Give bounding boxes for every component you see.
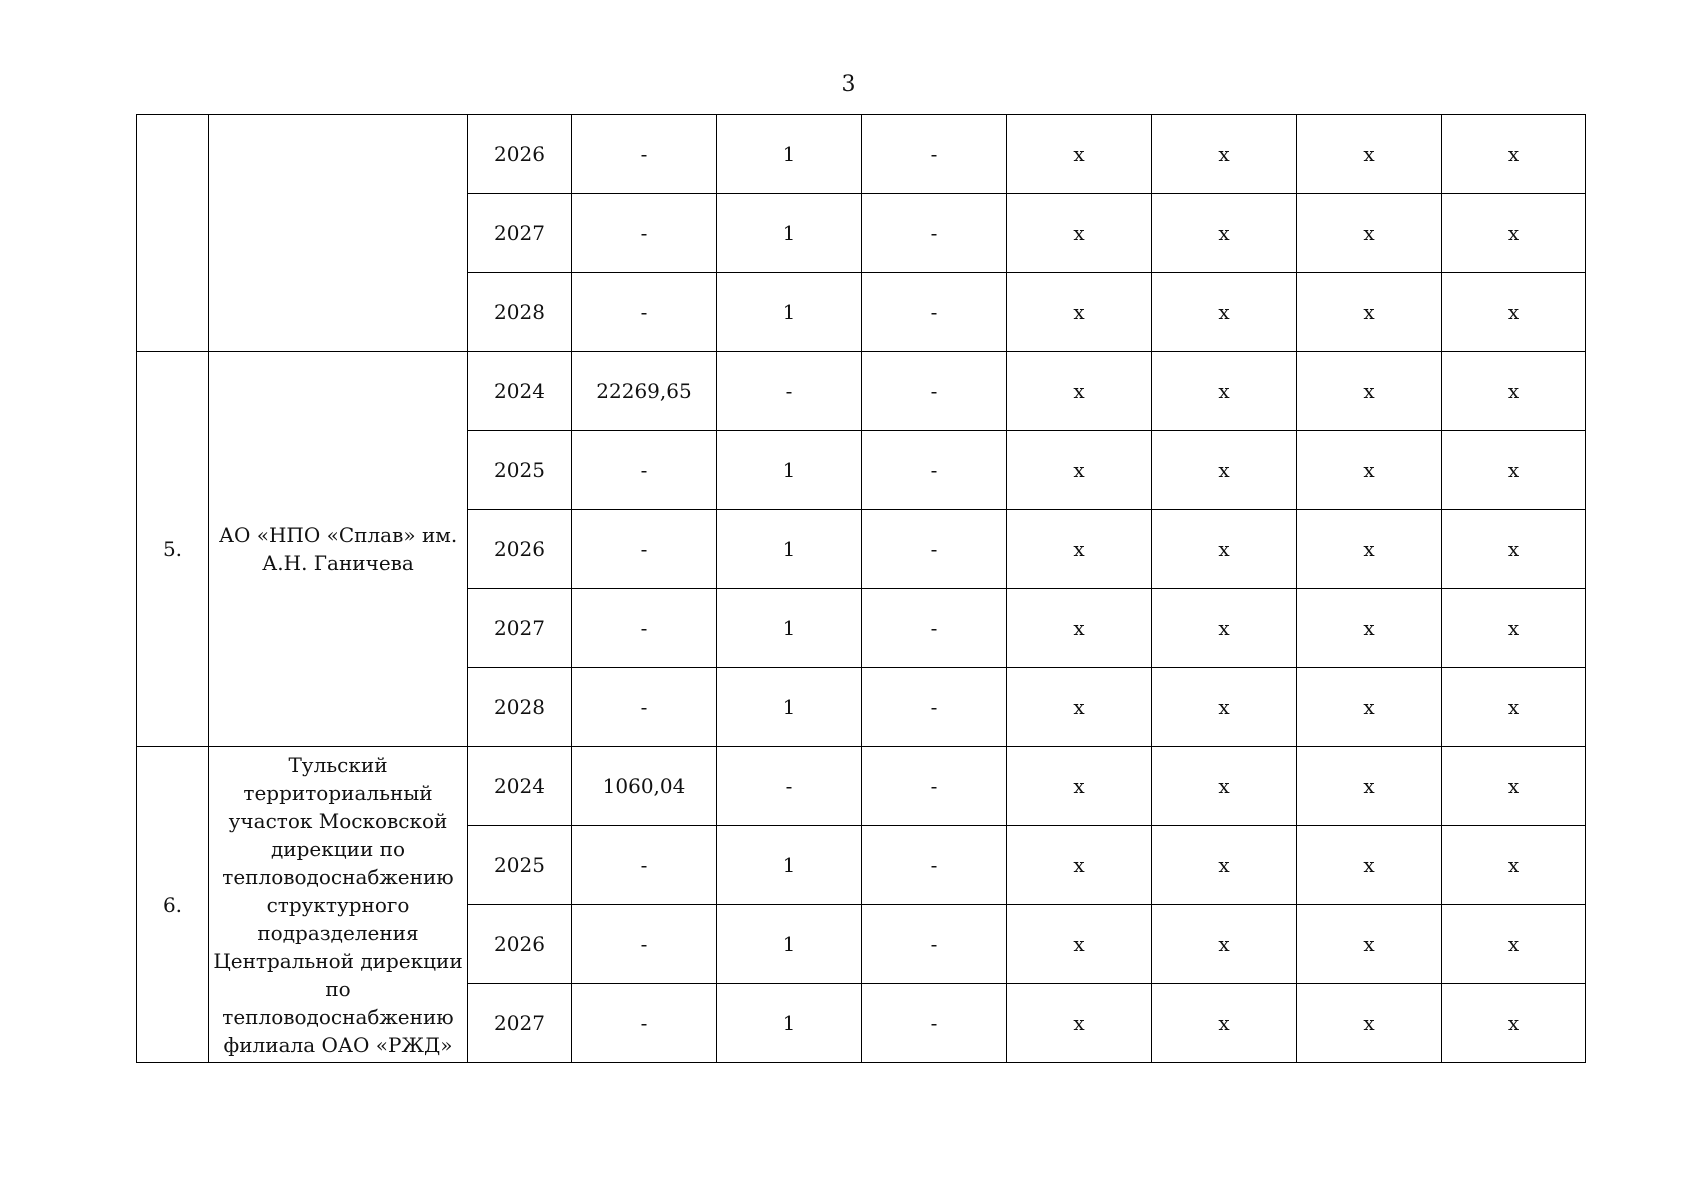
value-cell: х (1007, 115, 1152, 194)
value-cell: 1 (717, 589, 862, 668)
value-cell: х (1152, 352, 1297, 431)
value-cell: 1 (717, 273, 862, 352)
value-cell: х (1007, 905, 1152, 984)
row-number-cell: 6. (137, 747, 209, 1063)
value-cell: - (572, 115, 717, 194)
value-cell: х (1152, 115, 1297, 194)
value-cell: х (1297, 431, 1442, 510)
value-cell: х (1442, 115, 1586, 194)
value-cell: х (1442, 668, 1586, 747)
value-cell: 1 (717, 115, 862, 194)
value-cell: - (862, 668, 1007, 747)
year-cell: 2026 (468, 115, 572, 194)
table-row (137, 352, 1586, 431)
value-cell: х (1442, 826, 1586, 905)
value-cell: х (1297, 194, 1442, 273)
value-cell: - (572, 905, 717, 984)
value-cell: - (862, 431, 1007, 510)
value-cell: 1 (717, 984, 862, 1063)
row-number-cell: 5. (137, 352, 209, 747)
value-cell: х (1442, 273, 1586, 352)
value-cell: - (572, 510, 717, 589)
value-cell: - (572, 826, 717, 905)
year-cell: 2025 (468, 431, 572, 510)
page-number: 3 (841, 72, 856, 97)
value-cell: 22269,65 (572, 352, 717, 431)
value-cell: х (1152, 273, 1297, 352)
year-cell: 2027 (468, 984, 572, 1063)
value-cell: - (862, 194, 1007, 273)
value-cell: - (862, 273, 1007, 352)
value-cell: - (862, 510, 1007, 589)
value-cell: х (1007, 510, 1152, 589)
value-cell: х (1007, 984, 1152, 1063)
year-cell: 2024 (468, 352, 572, 431)
value-cell: х (1152, 431, 1297, 510)
value-cell: 1 (717, 668, 862, 747)
year-cell: 2028 (468, 668, 572, 747)
year-cell: 2025 (468, 826, 572, 905)
value-cell: х (1007, 194, 1152, 273)
value-cell: 1 (717, 431, 862, 510)
value-cell: - (572, 431, 717, 510)
value-cell: 1060,04 (572, 747, 717, 826)
value-cell: х (1442, 984, 1586, 1063)
year-cell: 2028 (468, 273, 572, 352)
value-cell: х (1007, 668, 1152, 747)
value-cell: - (862, 747, 1007, 826)
organization-cell: АО «НПО «Сплав» им. А.Н. Ганичева (209, 352, 468, 747)
value-cell: х (1442, 194, 1586, 273)
value-cell: 1 (717, 905, 862, 984)
organization-cell: Тульский территориальный участок Московской дирекции по тепловодоснабжению структурного подразделения Центральной дирекции по тепловодоснабжению филиала ОАО «РЖД» (209, 747, 468, 1063)
value-cell: х (1297, 352, 1442, 431)
value-cell: - (862, 115, 1007, 194)
value-cell: - (572, 273, 717, 352)
year-cell: 2027 (468, 194, 572, 273)
value-cell: - (717, 747, 862, 826)
value-cell: 1 (717, 194, 862, 273)
value-cell: - (862, 984, 1007, 1063)
value-cell: х (1007, 431, 1152, 510)
row-number-cell (137, 115, 209, 352)
value-cell: х (1152, 589, 1297, 668)
value-cell: х (1297, 589, 1442, 668)
table-row (137, 747, 1586, 826)
value-cell: 1 (717, 510, 862, 589)
value-cell: - (572, 668, 717, 747)
value-cell: - (572, 984, 717, 1063)
year-cell: 2026 (468, 905, 572, 984)
year-cell: 2027 (468, 589, 572, 668)
value-cell: х (1007, 273, 1152, 352)
value-cell: х (1152, 826, 1297, 905)
value-cell: - (862, 589, 1007, 668)
value-cell: - (862, 905, 1007, 984)
value-cell: х (1297, 510, 1442, 589)
value-cell: х (1152, 984, 1297, 1063)
value-cell: х (1152, 510, 1297, 589)
value-cell: - (862, 352, 1007, 431)
value-cell: х (1152, 747, 1297, 826)
value-cell: х (1152, 668, 1297, 747)
value-cell: - (572, 589, 717, 668)
value-cell: х (1442, 352, 1586, 431)
table-row (137, 115, 1586, 194)
value-cell: х (1297, 984, 1442, 1063)
value-cell: х (1007, 826, 1152, 905)
value-cell: - (572, 194, 717, 273)
value-cell: х (1442, 905, 1586, 984)
value-cell: х (1297, 668, 1442, 747)
year-cell: 2024 (468, 747, 572, 826)
value-cell: х (1297, 905, 1442, 984)
value-cell: х (1442, 589, 1586, 668)
year-cell: 2026 (468, 510, 572, 589)
value-cell: х (1442, 747, 1586, 826)
organization-cell (209, 115, 468, 352)
value-cell: х (1297, 826, 1442, 905)
value-cell: х (1442, 431, 1586, 510)
value-cell: х (1442, 510, 1586, 589)
value-cell: 1 (717, 826, 862, 905)
value-cell: х (1007, 747, 1152, 826)
value-cell: х (1152, 905, 1297, 984)
value-cell: х (1297, 747, 1442, 826)
value-cell: х (1007, 589, 1152, 668)
value-cell: х (1007, 352, 1152, 431)
value-cell: х (1152, 194, 1297, 273)
value-cell: х (1297, 115, 1442, 194)
value-cell: - (862, 826, 1007, 905)
value-cell: х (1297, 273, 1442, 352)
data-table (136, 114, 1586, 1063)
value-cell: - (717, 352, 862, 431)
